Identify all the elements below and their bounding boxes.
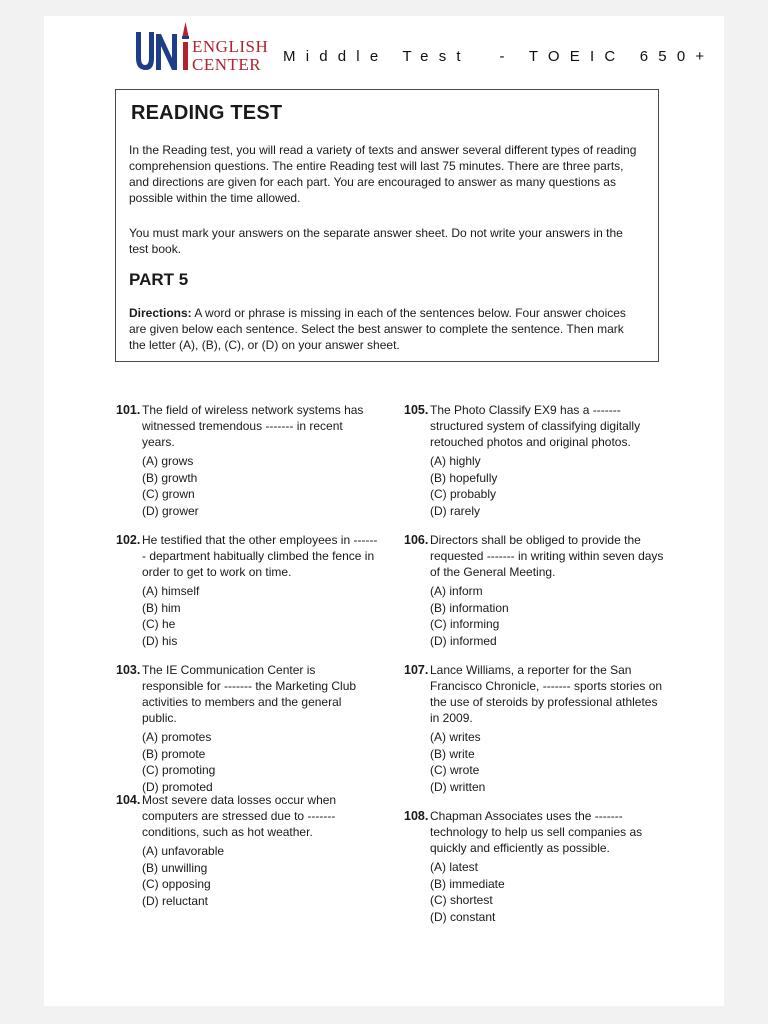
answer-option-a: (A) unfavorable <box>142 844 225 858</box>
question-number: 108. <box>404 809 429 823</box>
answer-option-c: (C) shortest <box>430 893 493 907</box>
uni-logo-icon <box>134 20 194 80</box>
question-stem: Directors shall be obliged to provide the requested ------- in writing within seven days of the General Meeting. <box>430 533 664 579</box>
question-number: 102. <box>116 533 141 547</box>
answer-option-b: (B) write <box>430 746 475 761</box>
answer-option-a: (A) grows <box>142 454 194 468</box>
answer-option-c: (C) promoting <box>142 763 216 777</box>
reading-instructions-box <box>115 89 659 362</box>
question-106 <box>404 532 666 649</box>
answer-option-d: (D) promoted <box>142 779 213 794</box>
answer-option-b: (B) hopefully <box>430 470 498 485</box>
question-stem: Chapman Associates uses the ------- technology to help us sell companies as quickly and efficiently as possible. <box>430 809 643 855</box>
answer-option-b: (B) information <box>430 600 509 615</box>
answer-option-d: (D) reluctant <box>142 893 209 908</box>
question-number: 104. <box>116 793 141 807</box>
answer-option-c: (C) probably <box>430 487 497 501</box>
part-heading: PART 5 <box>129 270 189 289</box>
question-101 <box>116 402 378 519</box>
answer-option-a: (A) latest <box>430 860 479 874</box>
answer-option-b: (B) growth <box>142 470 198 485</box>
answer-option-c: (C) informing <box>430 617 500 631</box>
directions-text: A word or phrase is missing in each of the sentences below. Four answer choices are given below each sentence. Select the best answer to complete the sentence. Then mark the letter (A), (B), (C), or (D) on your answer sheet. <box>129 306 626 352</box>
logo-wordmark <box>192 38 268 74</box>
answer-option-c: (C) wrote <box>430 763 480 777</box>
answer-option-c: (C) opposing <box>142 877 211 891</box>
question-number: 106. <box>404 533 429 547</box>
question-number: 101. <box>116 403 141 417</box>
answer-option-d: (D) informed <box>430 633 497 648</box>
question-stem: Most severe data losses occur when computers are stressed due to ------- conditions, such as hot weather. <box>142 793 337 839</box>
question-105 <box>404 402 666 519</box>
answer-option-a: (A) promotes <box>142 730 212 744</box>
answer-option-a: (A) inform <box>430 584 483 598</box>
question-stem: The Photo Classify EX9 has a ------- structured system of classifying digitally retouched photos and original photos. <box>430 403 641 449</box>
question-number: 107. <box>404 663 429 677</box>
answer-option-d: (D) grower <box>142 503 199 518</box>
question-number: 103. <box>116 663 141 677</box>
reading-test-heading: READING TEST <box>131 102 283 124</box>
answer-option-a: (A) himself <box>142 584 200 598</box>
answer-option-c: (C) grown <box>142 487 195 501</box>
answer-option-b: (B) him <box>142 600 181 615</box>
question-102 <box>116 532 378 649</box>
question-stem: The field of wireless network systems has witnessed tremendous ------- in recent years. <box>142 403 364 449</box>
directions-label: Directions: <box>129 306 192 320</box>
answer-option-d: (D) rarely <box>430 503 480 518</box>
question-stem: He testified that the other employees in ------- department habitually climbed the fence in order to get to work on time. <box>142 533 378 579</box>
answer-option-a: (A) writes <box>430 730 481 744</box>
question-stem: Lance Williams, a reporter for the San Francisco Chronicle, ------- sports stories on the use of steroids by professional athletes in 2009. <box>430 663 663 725</box>
answer-sheet-instruction: You must mark your answers on the separate answer sheet. Do not write your answers in the test book. <box>129 226 623 256</box>
question-104 <box>116 792 378 909</box>
answer-option-d: (D) his <box>142 633 178 648</box>
logo-line-center: CENTER <box>192 55 262 74</box>
answer-option-d: (D) written <box>430 779 486 794</box>
question-107 <box>404 662 666 795</box>
answer-option-b: (B) immediate <box>430 876 505 891</box>
answer-option-c: (C) he <box>142 617 176 631</box>
answer-option-a: (A) highly <box>430 454 481 468</box>
part-directions <box>129 305 639 353</box>
question-103 <box>116 662 378 795</box>
question-108 <box>404 808 666 925</box>
english-center-logo <box>120 16 280 88</box>
logo-line-english: ENGLISH <box>192 37 269 56</box>
question-number: 105. <box>404 403 429 417</box>
reading-test-description: In the Reading test, you will read a variety of texts and answer several different types of reading comprehension questions. The entire Reading test will last 75 minutes. There are three parts, and directions are given for each part. You are encouraged to answer as many questions as possible within the time allowed. <box>129 143 637 205</box>
answer-option-b: (B) unwilling <box>142 860 208 875</box>
question-stem: The IE Communication Center is responsible for ------- the Marketing Club activities to members and the general public. <box>142 663 357 725</box>
answer-option-b: (B) promote <box>142 746 206 761</box>
answer-option-d: (D) constant <box>430 909 496 924</box>
document-title: Middle Test - TOEIC 650+ <box>283 48 715 65</box>
